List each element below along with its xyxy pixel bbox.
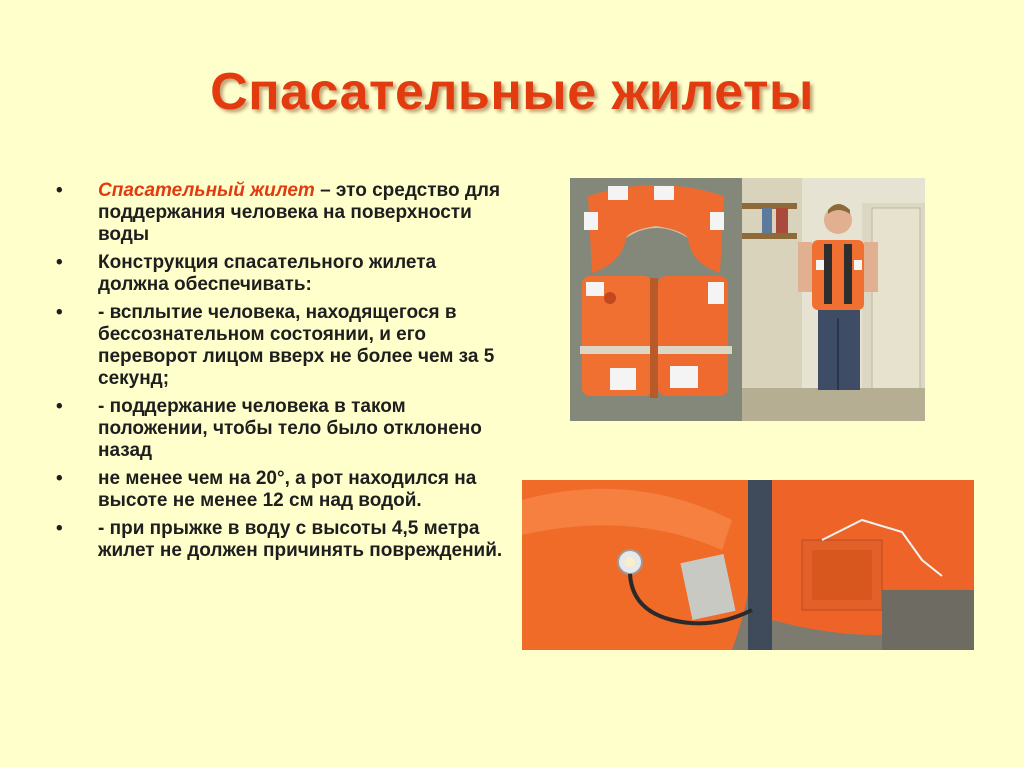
bullet-marker: •	[56, 252, 63, 273]
bullet-item	[54, 302, 504, 390]
bullet-text: не менее чем на 20°, а рот находился на высоте не менее 12 см над водой.	[98, 468, 477, 511]
bullet-list	[54, 180, 504, 568]
bullet-marker: •	[56, 302, 63, 323]
bullet-marker: •	[56, 468, 63, 489]
bullet-item	[54, 468, 504, 512]
bullet-text: Конструкция спасательного жилета должна обеспечивать:	[98, 252, 437, 295]
bullet-text: – это средство для поддержания человека на поверхности воды	[98, 180, 501, 245]
bullet-text: - при прыжке в воду с высоты 4,5 метра жилет не должен причинять повреждений.	[98, 518, 503, 561]
bullet-marker: •	[56, 180, 63, 201]
bullet-marker: •	[56, 396, 63, 417]
bullet-item	[54, 180, 504, 246]
bullet-marker: •	[56, 518, 63, 539]
bullet-item	[54, 518, 504, 562]
bullet-item	[54, 252, 504, 296]
person-wearing-vest-photo	[742, 178, 925, 421]
bullet-term: Спасательный жилет	[98, 180, 315, 201]
bullet-text: - поддержание человека в таком положении, чтобы тело было отклонено назад	[98, 396, 482, 461]
slide-title: Спасательные жилеты	[210, 63, 814, 121]
vest-light-detail-photo	[522, 480, 974, 650]
life-vest-photo	[570, 178, 742, 421]
bullet-text: - всплытие человека, находящегося в бессознательном состоянии, и его переворот лицом вверх не более чем за 5 секунд;	[98, 302, 495, 389]
bullet-item	[54, 396, 504, 462]
